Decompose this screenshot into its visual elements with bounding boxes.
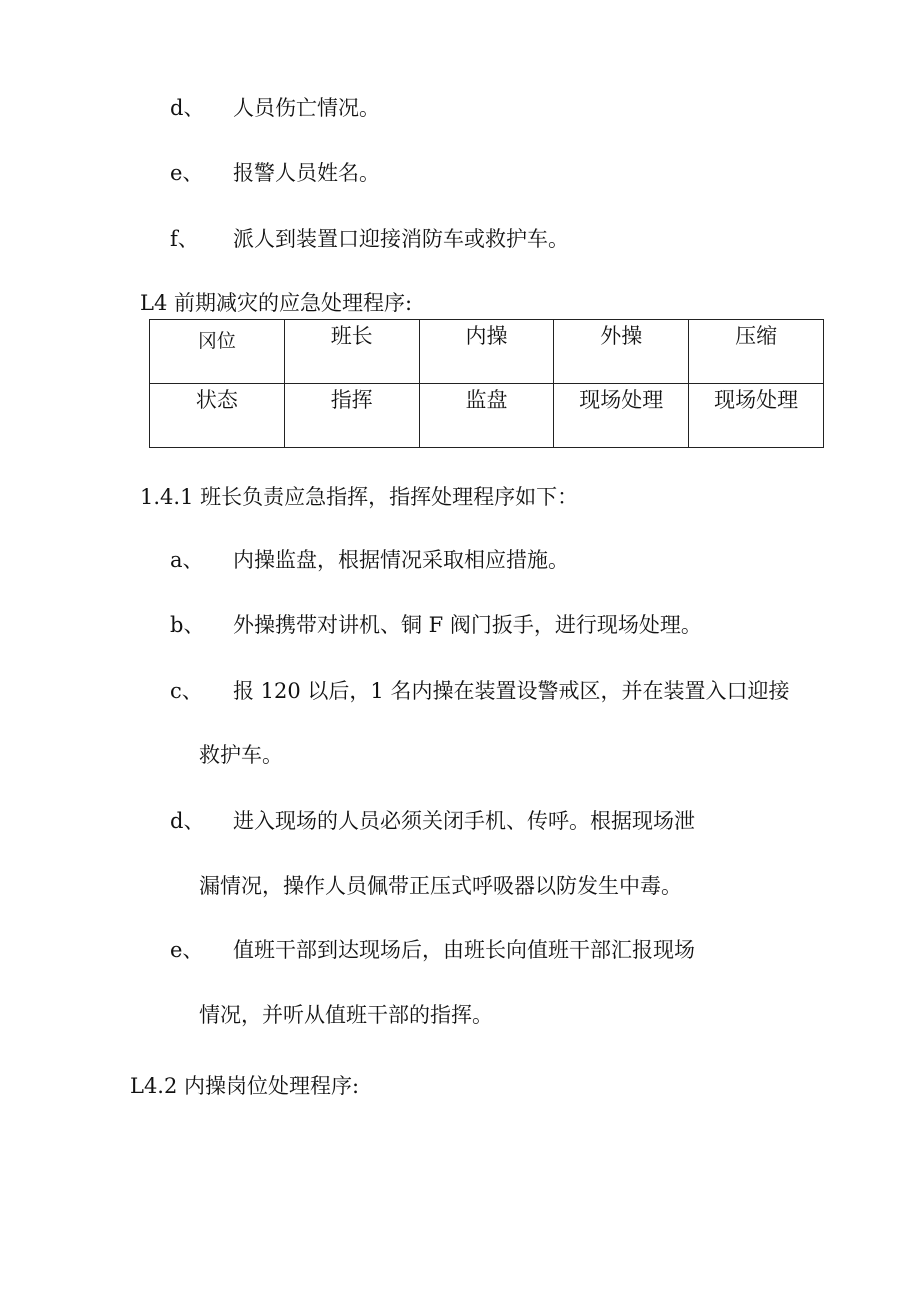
list-text: 人员伤亡情况。 (233, 96, 380, 120)
procedure-table (149, 319, 824, 448)
table-cell: 班长 (284, 320, 419, 384)
list-text: 外操携带对讲机、铜 F 阀门扳手，进行现场处理。 (233, 613, 702, 637)
list-text: 进入现场的人员必须关闭手机、传呼。根据现场泄 (233, 809, 695, 833)
list-text: 内操监盘，根据情况采取相应措施。 (233, 548, 569, 572)
list-marker: b、 (170, 613, 205, 637)
list-text: 派人到装置口迎接消防车或救护车。 (233, 227, 569, 251)
table-cell: 外操 (554, 320, 689, 384)
table-row (150, 384, 824, 448)
section-heading-l4: L4 前期减灾的应急处理程序: (140, 291, 413, 315)
list-marker: d、 (170, 96, 205, 120)
table-cell: 现场处理 (689, 384, 824, 448)
list-text: 报警人员姓名。 (233, 161, 380, 185)
table-row (150, 320, 824, 384)
section-heading-141: 1.4.1 班长负责应急指挥，指挥处理程序如下： (140, 485, 579, 509)
list-text-continuation: 漏情况，操作人员佩带正压式呼吸器以防发生中毒。 (199, 874, 682, 898)
table-cell: 现场处理 (554, 384, 689, 448)
list-text-continuation: 情况，并听从值班干部的指挥。 (199, 1003, 493, 1027)
list-marker: c、 (170, 679, 203, 703)
list-marker: d、 (170, 809, 205, 833)
list-text-continuation: 救护车。 (199, 743, 283, 767)
table-cell: 监盘 (419, 384, 554, 448)
table-cell: 指挥 (284, 384, 419, 448)
list-text: 值班干部到达现场后，由班长向值班干部汇报现场 (233, 938, 695, 962)
list-marker: a、 (170, 548, 204, 572)
section-heading-l42: L4.2 内操岗位处理程序: (130, 1074, 360, 1098)
list-marker: e、 (170, 938, 204, 962)
list-marker: f、 (170, 227, 199, 251)
table-cell: 冈位 (150, 320, 285, 384)
list-marker: e、 (170, 161, 204, 185)
table-cell: 状态 (150, 384, 285, 448)
list-text: 报 120 以后，1 名内操在装置设警戒区，并在装置入口迎接 (233, 679, 790, 703)
table-cell: 内操 (419, 320, 554, 384)
table-cell: 压缩 (689, 320, 824, 384)
